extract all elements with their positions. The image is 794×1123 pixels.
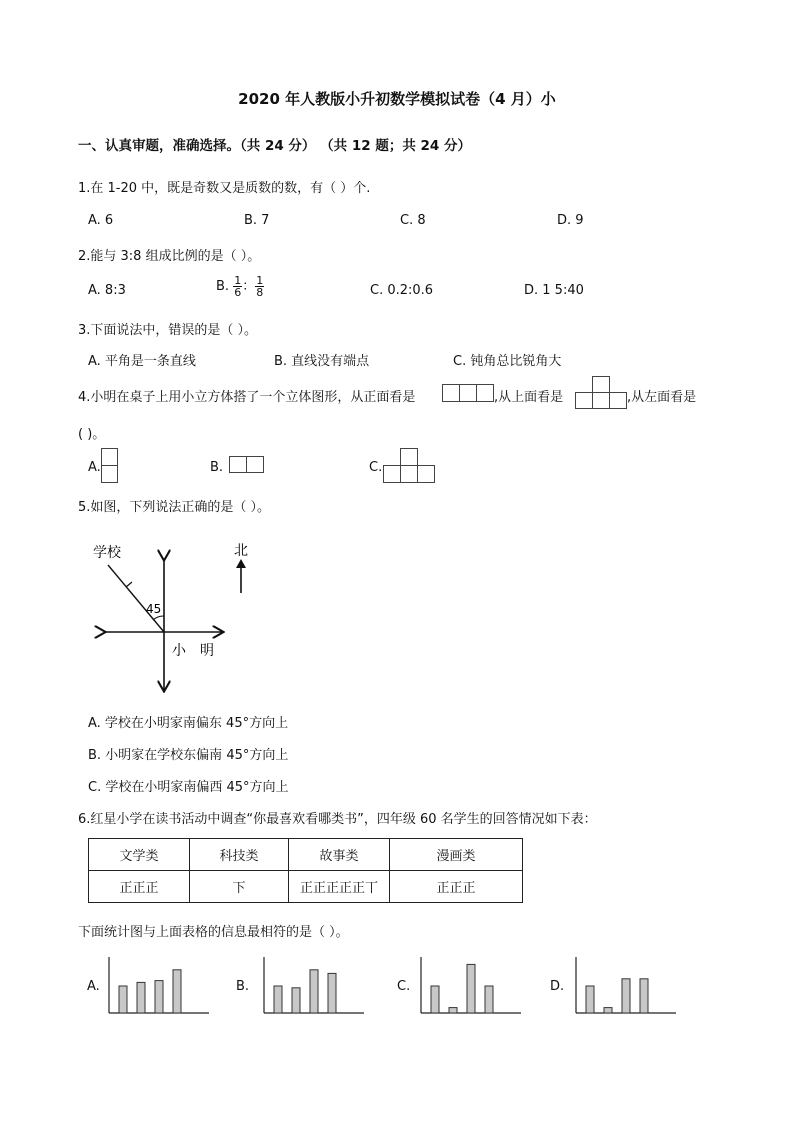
q5-option-c[interactable]: C. 学校在小明家南偏西 45°方向上	[88, 780, 289, 795]
section-heading: 一、认真审题，准确选择。（共 24 分） （共 12 题；共 24 分）	[78, 138, 472, 154]
question-4-text-b: ,从上面看是	[494, 390, 564, 405]
bar-故事类	[622, 979, 630, 1013]
bar-科技类	[292, 988, 300, 1013]
q2-option-c[interactable]: C. 0.2:0.6	[370, 283, 434, 298]
q6-option-d[interactable]: D.	[550, 979, 565, 994]
q4-option-a[interactable]: A.	[88, 460, 101, 475]
table-header-row	[89, 839, 523, 871]
bar-文学类	[586, 986, 594, 1013]
bar-科技类	[604, 1008, 612, 1013]
q2-option-a[interactable]: A. 8:3	[88, 283, 126, 298]
ratio-colon: ：	[242, 279, 256, 294]
north-label: 北	[234, 543, 248, 559]
q4-option-b[interactable]: B.	[210, 460, 224, 475]
header-literature: 文学类	[89, 839, 190, 871]
tally-table	[88, 838, 523, 903]
north-arrow-icon	[236, 559, 246, 568]
tally-comic: 正正正	[390, 871, 523, 903]
q6-option-a[interactable]: A.	[87, 979, 100, 994]
school-label: 学校	[93, 545, 121, 561]
bar-科技类	[449, 1008, 457, 1013]
q1-option-b[interactable]: B. 7	[244, 213, 270, 228]
angle-label: 45	[146, 602, 162, 616]
q3-option-a[interactable]: A. 平角是一条直线	[88, 354, 196, 369]
question-1-text: 1.在 1-20 中，既是奇数又是质数的数，有（ ）个.	[78, 181, 371, 196]
bar-漫画类	[328, 973, 336, 1013]
page-title: 2020 年人教版小升初数学模拟试卷（4 月）小	[238, 90, 556, 108]
question-2-text: 2.能与 3:8 组成比例的是（ ）。	[78, 249, 261, 264]
q1-option-d[interactable]: D. 9	[557, 213, 584, 228]
q1-option-c[interactable]: C. 8	[400, 213, 426, 228]
tally-literature: 正正正	[89, 871, 190, 903]
header-story: 故事类	[289, 839, 390, 871]
question-5-text: 5.如图，下列说法正确的是（ ）。	[78, 500, 271, 515]
q5-option-b[interactable]: B. 小明家在学校东偏南 45°方向上	[88, 748, 289, 763]
q2-option-b[interactable]	[216, 275, 264, 298]
bar-chart-a	[103, 955, 213, 1017]
q1-option-a[interactable]: A. 6	[88, 213, 114, 228]
direction-figure	[90, 535, 260, 700]
bar-文学类	[431, 986, 439, 1013]
bar-漫画类	[640, 979, 648, 1013]
bar-故事类	[155, 981, 163, 1013]
fraction-one-sixth: $\frac{1}{6}$	[234, 274, 242, 299]
question-6-text: 6.红星小学在读书活动中调查“你最喜欢看哪类书”，四年级 60 名学生的回答情况如下表：	[78, 812, 597, 827]
question-6-follow: 下面统计图与上面表格的信息最相符的是（ ）。	[78, 925, 349, 940]
bar-文学类	[274, 986, 282, 1013]
q6-option-c[interactable]: C.	[397, 979, 411, 994]
q6-option-b[interactable]: B.	[236, 979, 250, 994]
bar-漫画类	[173, 970, 181, 1013]
bar-文学类	[119, 986, 127, 1013]
bar-漫画类	[485, 986, 493, 1013]
q3-option-c[interactable]: C. 钝角总比锐角大	[453, 354, 562, 369]
q2-option-d[interactable]: D. 1 5:40	[524, 283, 584, 298]
question-4-text-d: ( )。	[78, 427, 106, 442]
bar-chart-b	[258, 955, 368, 1017]
q4-option-c[interactable]: C.	[369, 460, 383, 475]
xiao-label: 小	[172, 643, 186, 659]
q2-option-b-label: B.	[216, 279, 230, 294]
q3-option-b[interactable]: B. 直线没有端点	[274, 354, 370, 369]
bar-故事类	[310, 970, 318, 1013]
tally-story: 正正正正正丅	[289, 871, 390, 903]
tally-science: 下	[190, 871, 289, 903]
header-comic: 漫画类	[390, 839, 523, 871]
bar-chart-d	[570, 955, 680, 1017]
header-science: 科技类	[190, 839, 289, 871]
bar-chart-c	[415, 955, 525, 1017]
q5-option-a[interactable]: A. 学校在小明家南偏东 45°方向上	[88, 716, 289, 731]
bar-故事类	[467, 964, 475, 1013]
school-direction-line	[108, 565, 164, 632]
ming-label: 明	[200, 643, 214, 659]
question-4-text-c: ,从左面看是	[627, 390, 697, 405]
question-4-text-a: 4.小明在桌子上用小立方体搭了一个立体图形，从正面看是	[78, 390, 416, 405]
table-row	[89, 871, 523, 903]
fraction-one-eighth: $\frac{1}{8}$	[256, 274, 264, 299]
bar-科技类	[137, 982, 145, 1013]
question-3-text: 3.下面说法中，错误的是（ ）。	[78, 323, 258, 338]
